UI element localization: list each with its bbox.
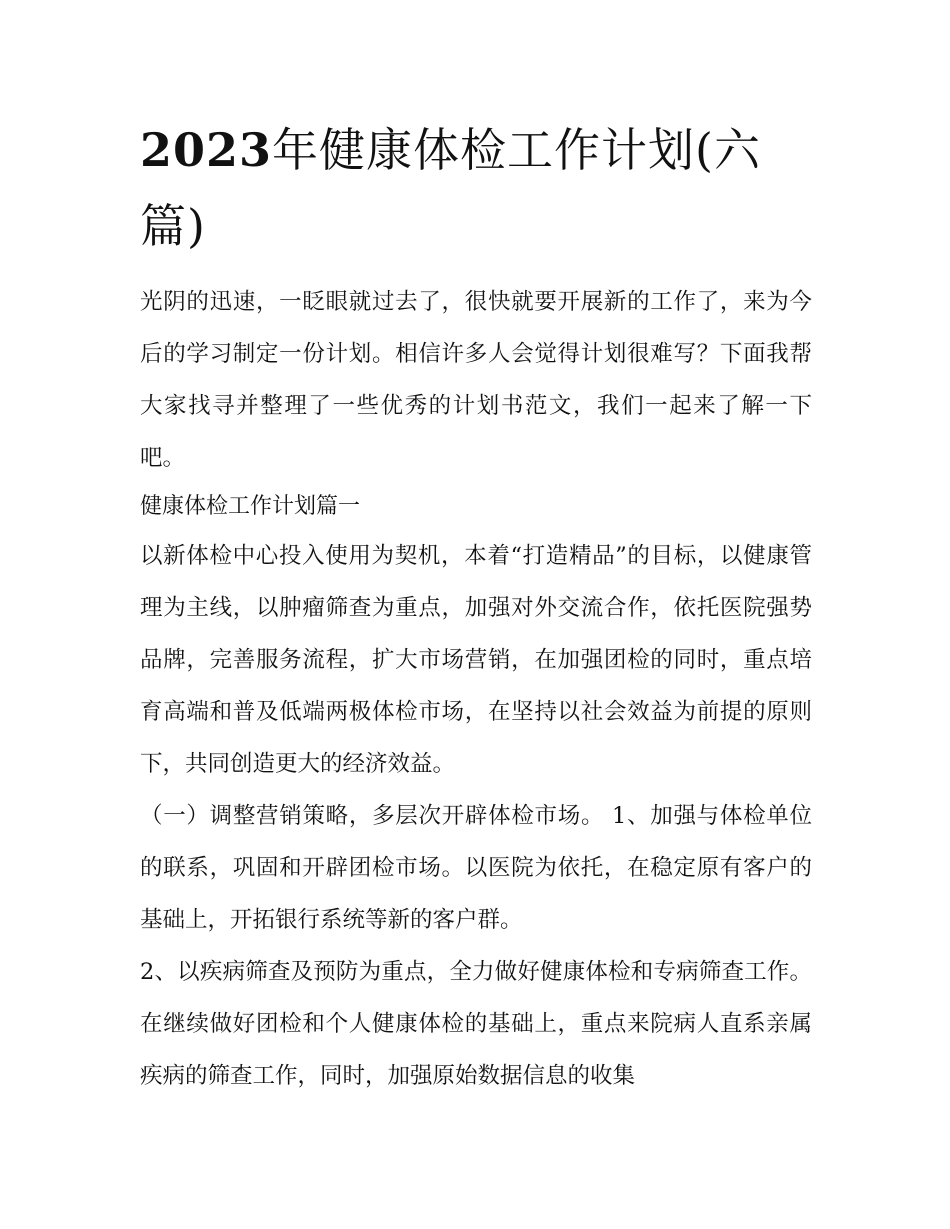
body-paragraph-2: （一）调整营销策略，多层次开辟体检市场。 1、加强与体检单位的联系，巩固和开辟团检市场。以医院为依托，在稳定原有客户的基础上，开拓银行系统等新的客户群。 bbox=[140, 803, 812, 933]
document-title bbox=[140, 112, 820, 264]
intro-paragraph: 光阴的迅速，一眨眼就过去了，很快就要开展新的工作了，来为今后的学习制定一份计划。相信许多人会觉得计划很难写？下面我帮大家找寻并整理了一些优秀的计划书范文，我们一起来了解一下吧。 bbox=[140, 289, 812, 471]
body-paragraph-1: 以新体检中心投入使用为契机，本着“打造精品”的目标，以健康管理为主线，以肿瘤筛查为重点，加强对外交流合作，依托医院强势品牌，完善服务流程，扩大市场营销，在加强团检的同时，重点培育高端和普及低端两极体检市场，在坚持以社会效益为前提的原则下，共同创造更大的经济效益。 bbox=[140, 543, 812, 777]
document-body bbox=[140, 276, 812, 1102]
body-paragraph-3: 2、以疾病筛查及预防为重点，全力做好健康体检和专病筛查工作。在继续做好团检和个人健康体检的基础上，重点来院病人直系亲属疾病的筛查工作，同时，加强原始数据信息的收集 bbox=[140, 959, 812, 1089]
title-year: 2023 bbox=[140, 123, 273, 177]
title-text: 年健康体检工作计划(六篇) bbox=[140, 123, 761, 253]
section-heading: 健康体检工作计划篇一 bbox=[140, 494, 361, 519]
